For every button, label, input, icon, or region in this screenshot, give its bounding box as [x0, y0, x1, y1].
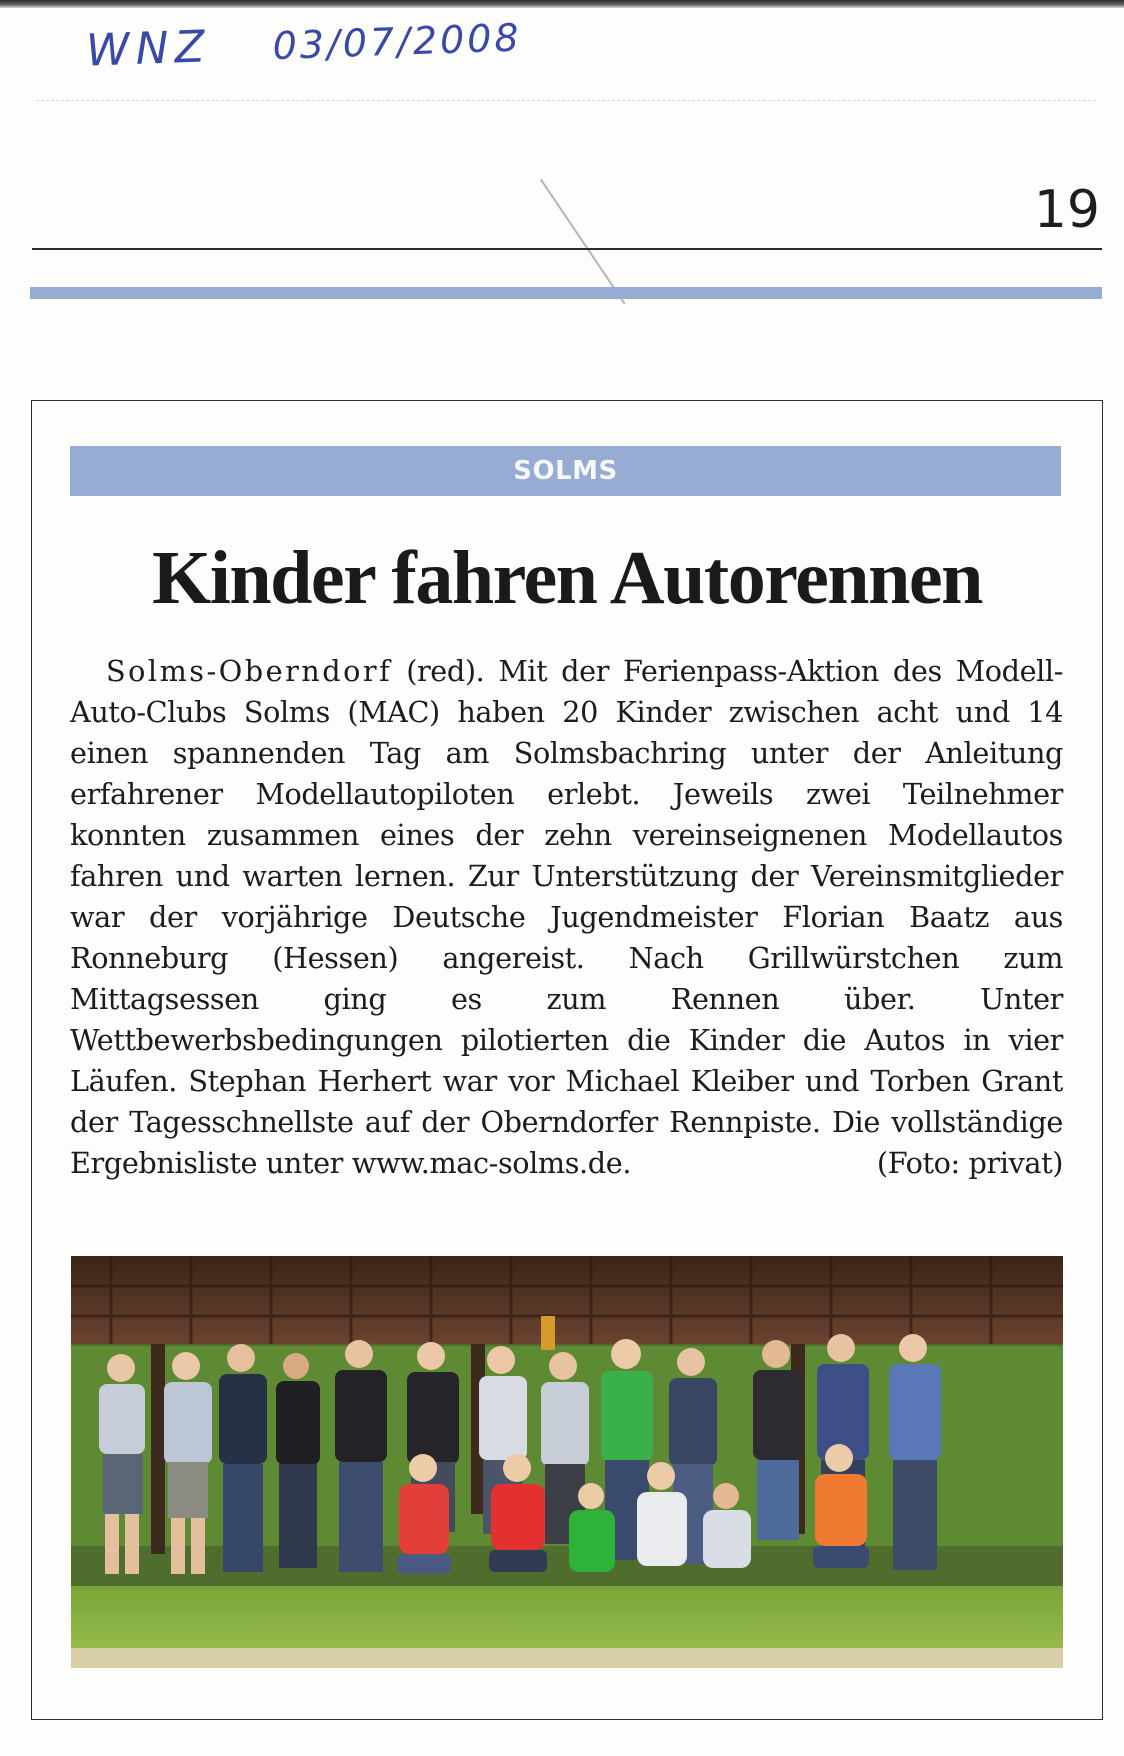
section-bar [70, 446, 1061, 496]
dateline: Solms-Oberndorf [106, 654, 393, 688]
headline: Kinder fahren Autorennen [152, 536, 982, 620]
handwritten-note [85, 10, 522, 76]
scan-scratch [540, 179, 626, 304]
photo-credit: (Foto: privat) [876, 1146, 1063, 1180]
group-photo-illustration [71, 1256, 1063, 1668]
handwritten-source: WNZ [85, 21, 212, 77]
group-photo [71, 1256, 1063, 1668]
article-body [70, 651, 1063, 1184]
body-text: (red). Mit der Ferienpass-Aktion des Modell-Auto-Clubs Solms (MAC) haben 20 Kinder zwischen acht und 14 einen spannenden Tag am Solmsbachring unter der Anleitung erfahrener Modellautopiloten erlebt. Jeweils zwei Teilnehmer konnten zusammen eines der zehn vereinseignenen Modellautos fahren und warten lernen. Zur Unterstützung der Vereinsmitglieder war der vorjährige Deutsche Jugendmeister Florian Baatz aus Ronneburg (Hessen) angereist. Nach Grillwürstchen zum Mittagsessen ging es zum Rennen über. Unter Wettbewerbsbedingungen pilotierten die Kinder die Autos in vier Läufen. Stephan Herhert war vor Michael Kleiber und Torben Grant der Tagesschnellste auf der Oberndorfer Rennpiste. Die vollständige Ergebnisliste unter www.mac-solms.de. [70, 654, 1063, 1180]
bleed-through-line [36, 100, 1096, 101]
scan-top-edge [0, 0, 1124, 8]
header-rule [32, 248, 1102, 250]
header-accent-bar [30, 287, 1102, 299]
page-number: 19 [1033, 180, 1100, 240]
handwritten-date: 03/07/2008 [271, 15, 523, 69]
section-label: SOLMS [513, 456, 618, 486]
article-box [31, 400, 1103, 1720]
